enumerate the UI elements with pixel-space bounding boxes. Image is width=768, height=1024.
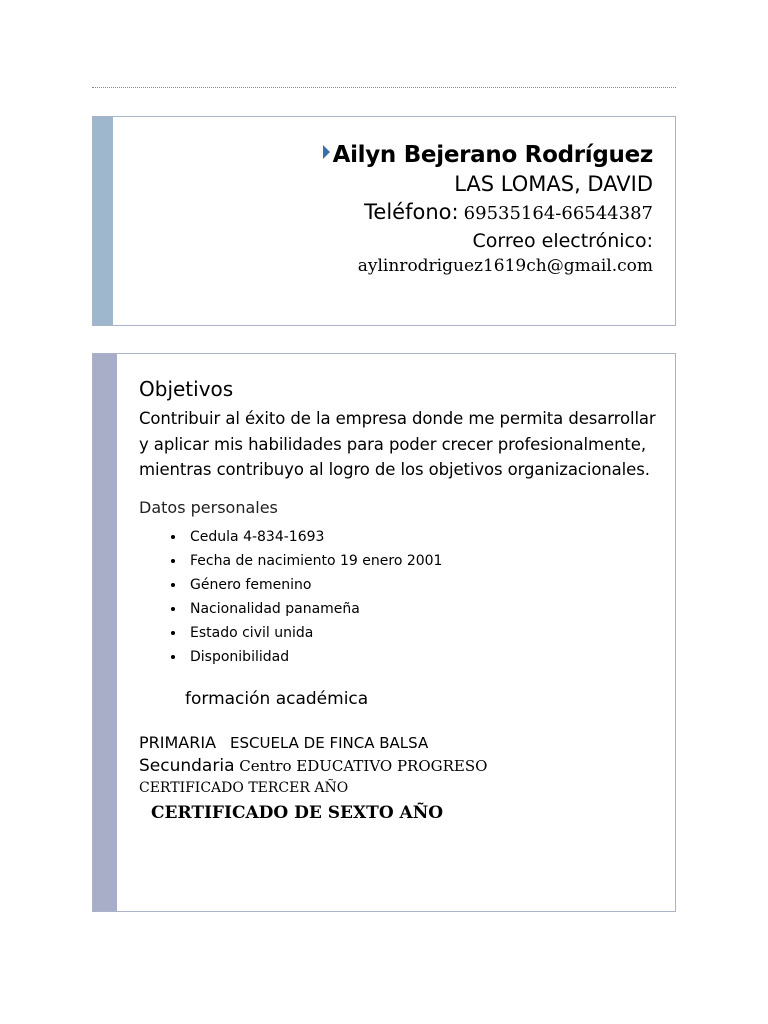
top-dotted-rule: [92, 87, 676, 88]
objectives-heading: Objetivos: [139, 377, 234, 401]
primary-label: PRIMARIA: [139, 732, 217, 752]
header-card: [92, 116, 676, 326]
secondary-label: Secundaria: [139, 755, 235, 776]
header-accent-bar: [93, 117, 113, 325]
list-item: • Nacionalidad panameña: [186, 597, 661, 621]
triangle-marker-icon: [323, 145, 330, 159]
sixth-year-certificate: CERTIFICADO DE SEXTO AÑO: [151, 802, 444, 823]
phone-label: Teléfono:: [364, 200, 459, 224]
contact-block: [323, 139, 653, 278]
address: LAS LOMAS, DAVID: [454, 172, 653, 196]
personal-data-heading: Datos personales: [139, 497, 278, 517]
list-item: • Disponibilidad: [186, 645, 661, 669]
third-year-certificate: CERTIFICADO TERCER AÑO: [139, 779, 349, 796]
candidate-name: [323, 139, 653, 171]
body-card: [92, 353, 676, 912]
objectives-text: Contribuir al éxito de la empresa donde me permita desarrollar y aplicar mis habilidades para poder crecer profesionalmente, mientras contribuyo al logro de los objetivos organizacionales.: [139, 409, 656, 479]
primary-school-line: [139, 731, 661, 755]
secondary-school: Centro EDUCATIVO PROGRESO: [239, 756, 488, 775]
list-item: • Cedula 4-834-1693: [186, 525, 661, 549]
body-content: [139, 374, 661, 826]
email-address: aylinrodriguez1619ch@gmail.com: [357, 256, 653, 276]
list-item: • Estado civil unida: [186, 621, 661, 645]
email-label: Correo electrónico:: [472, 230, 653, 252]
primary-school: ESCUELA DE FINCA BALSA: [230, 733, 429, 752]
personal-data-list: [139, 525, 661, 669]
body-accent-bar: [93, 354, 117, 911]
education-heading: formación académica: [185, 688, 369, 709]
secondary-school-line: [139, 754, 661, 778]
candidate-name-text: Ailyn Bejerano Rodríguez: [332, 142, 653, 168]
phone-line: [323, 198, 653, 228]
list-item: • Fecha de nacimiento 19 enero 2001: [186, 549, 661, 573]
phone-number: 69535164-66544387: [463, 203, 653, 224]
list-item: • Género femenino: [186, 573, 661, 597]
